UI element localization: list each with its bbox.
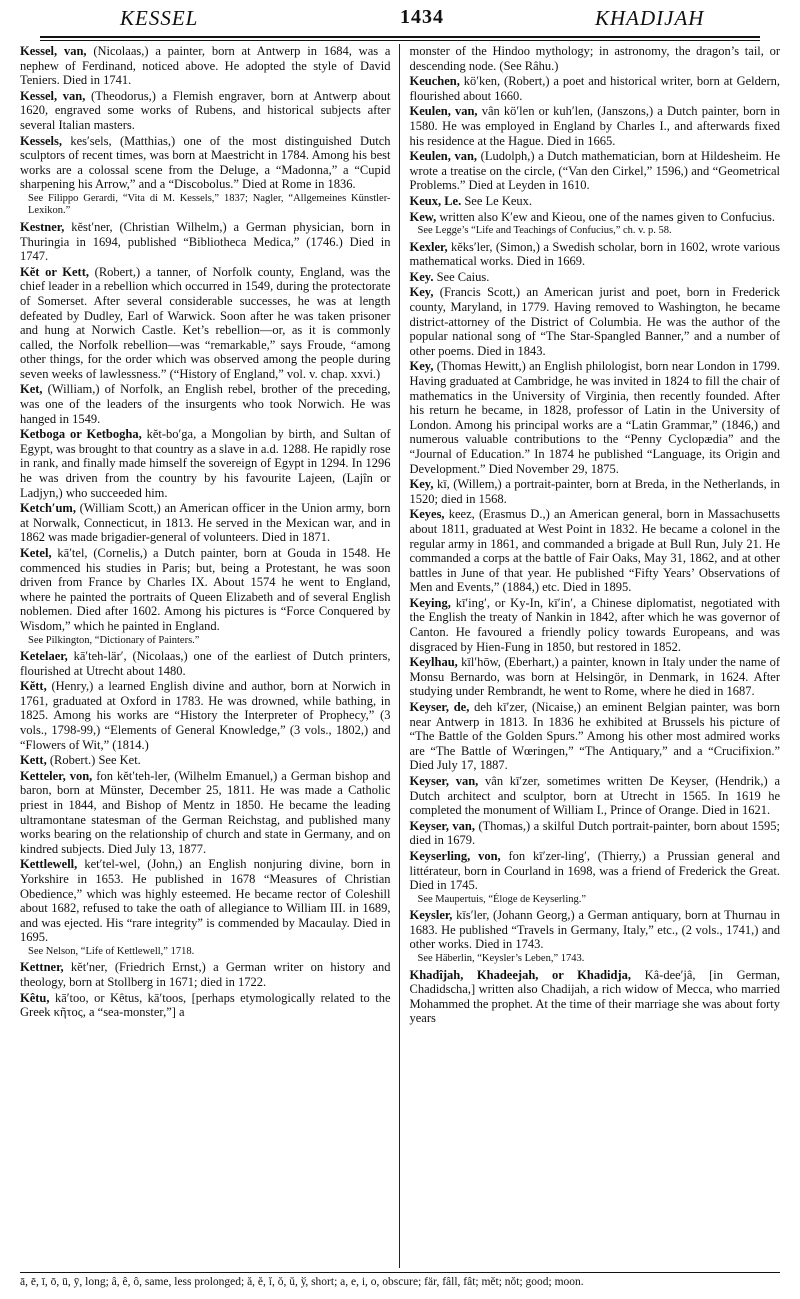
entry-headword: Ket, [20,382,43,397]
dictionary-entry [20,220,391,264]
dictionary-entry [20,546,391,634]
entry-text: deh kī′zer, (Nicaise,) an eminent Belgian painter, was born near Antwerp in 1813. In 1836 he exhibited at Brussels his picture of “The Battle of the Golden Spurs.” Among his other most admired works are “The Battle of Wœringen,” “The Antiquary,” and a “Crucifixion.” Died July 17, 1887. [409,700,780,773]
left-column [20,44,400,1268]
dictionary-entry [410,74,781,103]
entry-headword: Keulen, van, [409,104,478,119]
entry-headword: Keying, [409,595,451,610]
entry-headword: Ketboga or Ketbogha, [20,427,142,442]
entry-text: ket′tel-wel, (John,) an English nonjuring divine, born in Yorkshire in 1653. He published in 1678 “Measures of Christian Obedience,” which was highly esteemed. He became rector of Coleshill about 1682, refused to take the oath of allegiance to William III. in 1689, and was ejected. His “rare integrity” is commended by Macaulay. Died in 1695. [20,857,391,945]
dictionary-entry [410,849,781,893]
entry-headword: Ketelaer, [20,649,68,664]
entry-text: kīs′ler, (Johann Georg,) a German antiquary, born at Thurnau in 1683. He published “Travels in Germany, Italy,” etc., (2 vols., 1741,) and other works. Died in 1743. [409,908,780,952]
dictionary-entry [410,655,781,699]
entry-text: fon kī′zer-ling′, (Thierry,) a Prussian general and littérateur, born in Courland in 1698, was a friend of Frederick the Great. Died in 1745. [409,848,780,893]
entry-headword: Kessel, van, [20,88,86,103]
entry-text: fon kĕt′teh-ler, (Wilhelm Emanuel,) a German bishop and baron, born at Münster, December 25, 1811. He was made a Catholic priest in 1844, and Bishop of Mentz in 1850. He became the leading ultramontane statesman of the German Reichstag, and published many works bearing on the relationship of church and state in Germany, and on kindred subjects. Died July 13, 1877. [20,768,391,856]
entry-text: written also K′ew and Kieou, one of the names given to Confucius. [436,209,776,224]
entry-text: keez, (Erasmus D.,) an American general, born in Massachusetts about 1811, graduated at West Point in 1832. He became a colonel in the regular army in 1861, and commanded a brigade at Bull Run, July 21. He commanded a corps at the battle of Fair Oaks, May 31, 1862, and at other battles in June of that year. He published “Fifty Years’ Observations of Men and Events,” (1884,) etc. Died in 1895. [409,507,780,595]
entry-headword: Keyser, van, [409,818,476,833]
dictionary-entry [20,44,391,88]
entry-text: vân kö′len or kuh′len, (Janszons,) a Dutch painter, born in 1580. He was employed in England by Charles I., and afterwards fixed his residence at the Hague. Died in 1665. [409,104,780,148]
entry-text: kīl′hōw, (Eberhart,) a painter, known in Italy under the name of Monsu Bernardo, was born at Helsingör, in Denmark, in 1624. After studying under Rembrandt, he went to Rome, where he died in 1687. [409,655,780,699]
right-column [400,44,781,1268]
dictionary-entry [410,285,781,358]
entry-text: kö′ken, (Robert,) a poet and historical writer, born at Geldern, flourished about 1660. [409,74,780,103]
entry-text: (Nicolaas,) a painter, born at Antwerp in 1684, was a nephew of Ferdinand, noticed above. He adopted the style of David Teniers. Died in 1741. [20,44,391,88]
dictionary-entry [20,649,391,678]
entry-headword: Keyser, de, [409,700,470,715]
entry-text: kā′teh-lär′, (Nicolaas,) one of the earliest of Dutch printers, flourished at Utrecht about 1480. [20,649,391,678]
entry-text: kĕt′ner, (Friedrich Ernst,) a German writer on history and theology, born at Stollberg in 1671; died in 1722. [20,960,391,990]
dictionary-entry [20,960,391,989]
entry-headword: Kett, [20,753,47,768]
dictionary-entry [410,149,781,193]
page-number: 1434 [400,6,444,28]
entry-text: (Theodorus,) a Flemish engraver, born at Antwerp about 1620, engraved some works of Rubens, and historical subjects after several Italian masters. [20,88,391,132]
dictionary-entry [410,819,781,848]
entry-headword: Kew, [409,209,437,224]
header-rule-thin [40,40,760,41]
entry-headword: Kettlewell, [20,857,78,872]
entry-headword: Key, [409,285,434,300]
entry-text: kī, (Willem,) a portrait-painter, born at Breda, in the Netherlands, in 1520; died in 1568. [409,477,780,506]
entry-text: (Robert,) a tanner, of Norfolk county, England, was the chief leader in a rebellion which occurred in 1549, during the protectorate of Somerset. After several considerable successes, he was at length defeated by Dudley, Earl of Warwick. Soon after he was taken prisoner and hung at Norwich Castle. Ket’s rebellion—or, as it is commonly called, the Norfolk rebellion—was “remarkable,” says Froude, “among other things, for the order which was observed among the people during seven weeks of lawlessness.” (“History of England,” vol. v. chap. xxvi.) [20,264,391,381]
dictionary-entry [410,104,781,148]
entry-headword: Kĕt or Kett, [20,264,90,279]
dictionary-entry [410,240,781,269]
entry-headword: Kĕtt, [20,679,47,694]
entry-headword: Khadîjah, Khadeejah, or Khadidja, [409,967,631,982]
entry-reference: See Maupertuis, “Éloge de Keyserling.” [417,893,587,905]
text-columns [20,44,780,1268]
entry-headword: Key, [409,477,434,492]
dictionary-entry [20,769,391,857]
dictionary-entry [20,679,391,752]
entry-text: (Ludolph,) a Dutch mathematician, born at Hildesheim. He wrote a treatise on the circle, (“Van den Cirkel,” 1596,) and “Geometrical Problems.” Died at Leyden in 1610. [409,149,780,193]
entry-text: See Le Keux. [461,193,533,208]
entry-text: kĕks′ler, (Simon,) a Swedish scholar, born in 1602, wrote various mathematical works. Died in 1669. [409,239,780,269]
dictionary-entry [410,596,781,654]
dictionary-entry [410,507,781,595]
entry-text: Kâ-dee′jâ, [in German, Chadidscha,] written also Chadijah, a rich widow of Mecca, who married Mohammed the prophet. At the time of their marriage she was about forty years [409,967,780,1026]
entry-headword: Kestner, [20,219,65,234]
entry-reference: See Häberlin, “Keysler’s Leben,” 1743. [417,953,585,965]
dictionary-entry [410,359,781,476]
entry-text: vân kī′zer, sometimes written De Keyser, (Hendrik,) a Dutch architect and sculptor, born at Utrecht in 1565. In 1619 he completed the monument of William I., Prince of Orange. Died in 1621. [409,774,780,818]
entry-text: See Caius. [433,269,490,284]
entry-headword: Kessels, [20,133,63,148]
pronunciation-key-footer: ā, ē, ī, ō, ū, ȳ, long; â, ê, ô, same, less prolonged; ă, ĕ, ĭ, ŏ, ŭ, ў, short; a, e, i, o, obscure; fär, fâll, fât; mĕt; nŏt; good; moon. [20,1272,780,1288]
entry-reference: See Nelson, “Life of Kettlewell,” 1718. [28,945,195,957]
entry-reference: See Legge’s “Life and Teachings of Confucius,” ch. v. p. 58. [417,225,672,237]
dictionary-entry [410,700,781,773]
dictionary-entry [410,774,781,818]
entry-text: (Thomas Hewitt,) an English philologist, born near London in 1799. Having graduated at Cambridge, he was invited in 1824 to fill the chair of mathematics in the University of Virginia, then recently founded. After his return he became, in 1828, professor of Latin in the University of London. Among his principal works are a “Latin Grammar,” (1846,) and numerous valuable contributions to the “Penny Cyclopædia” and the “Journal of Education.” In 1874 he published “Language, its Origin and Development.” Died November 29, 1875. [409,359,780,476]
entry-text: (William Scott,) an American officer in the Union army, born at Norwalk, Connecticut, in 1813. He served in the Mexican war, and in 1862 was made brigadier-general of volunteers. Died in 1871. [20,501,391,545]
dictionary-entry [410,194,781,209]
dictionary-entry [410,477,781,506]
entry-headword: Keuchen, [409,74,460,89]
dictionary-entry [20,265,391,382]
entry-headword: Keyser, van, [409,774,479,788]
entry-text: kā′tel, (Cornelis,) a Dutch painter, born at Gouda in 1548. He commenced his studies in Paris; but, being a Protestant, he was soon driven from France by Charles IX. About 1574 he went to England, where he painted the portraits of Queen Elizabeth and of several English noblemen. Died after 1602. Among his pictures is “Force Conquered by Wisdom,” which he painted in England. [20,546,391,633]
entry-text: kā′too, or Kêtus, kā′toos, [perhaps etymologically related to the Greek κῆτος, a “sea-monster,”] a [20,990,391,1020]
entry-reference: See Filippo Gerardi, “Vita di M. Kessels,” 1837; Nagler, “Allgemeines Künstler-Lexikon.” [28,192,391,217]
dictionary-entry [20,134,391,192]
entry-headword: Ketch′um, [20,501,76,516]
dictionary-entry [20,89,391,133]
dictionary-entry [20,382,391,426]
entry-text: kĕt-bo′ga, a Mongolian by birth, and Sultan of Egypt, was brought to that country as a slave in a.d. 1288. He rapidly rose in rank, and finally made himself the sovereign of Egypt in 1294. In 1296 he was driven from the country by his favourite Lajeen, (Lajîn or Ladjyn,) who succeeded him. [20,427,391,500]
dictionary-entry [410,210,781,225]
entry-headword: Keyserling, von, [409,848,501,863]
entry-text: kĕst′ner, (Christian Wilhelm,) a German physician, born in Thuringia in 1694, published “Bibliotheca Medica,” (1746.) Died in 1747. [20,219,391,264]
entry-headword: Keyes, [409,507,445,522]
dictionary-entry [20,991,391,1020]
entry-headword: Key. [409,269,434,284]
entry-text: (Francis Scott,) an American jurist and poet, born in Frederick county, Maryland, in 1779. Having removed to Washington, he became district-attorney of the District of Columbia. He was the author of the popular national song of “The Star-Spangled Banner,” and a number of other poems. Died in 1843. [409,285,780,358]
entry-headword: Key, [409,359,434,374]
dictionary-entry [410,968,781,1026]
entry-headword: Kêtu, [20,990,50,1005]
entry-headword: Kexler, [409,239,448,254]
running-head-right: KHADIJAH [595,6,705,30]
dictionary-entry [20,753,391,768]
entry-headword: Ketel, [20,546,52,560]
entry-headword: Keysler, [409,908,453,923]
entry-reference: See Pilkington, “Dictionary of Painters.” [28,634,200,646]
dictionary-entry [410,908,781,952]
page-header [20,0,780,44]
entry-headword: Keylhau, [409,655,458,670]
dictionary-entry [20,501,391,545]
entry-text: (Robert.) See Ket. [46,753,141,768]
entry-headword: Keulen, van, [409,149,478,164]
dictionary-entry [410,270,781,285]
running-head-left: KESSEL [120,6,199,30]
entry-text: monster of the Hindoo mythology; in astronomy, the dragon’s tail, or descending node. (See Râhu.) [409,44,780,73]
header-rule [40,36,760,38]
entry-headword: Kettner, [20,960,64,975]
dictionary-entry [410,44,781,73]
dictionary-entry [20,857,391,945]
entry-headword: Ketteler, von, [20,768,93,783]
entry-text: kes′sels, (Matthias,) one of the most distinguished Dutch sculptors of recent times, was born at Maestricht in 1784. Among his best works are a colossal scene from the Deluge, a “Madonna,” a “Cupid sharpening his Arrow,” and a “Discobolus.” Died at Rome in 1836. [20,133,391,192]
dictionary-entry [20,427,391,500]
entry-text: (Henry,) a learned English divine and author, born at Norwich in 1761, graduated at Oxford in 1783. He was drowned, while bathing, in 1825. Among his works are “History the Interpreter of Prophecy,” (3 vols., 1798-99,) “Elements of General Knowledge,” (3 vols., 1802,) and “Flowers of Wit,” (1814.) [20,679,391,752]
entry-headword: Keux, Le. [409,193,462,208]
entry-text: (Thomas,) a skilful Dutch portrait-painter, born about 1595; died in 1679. [409,818,780,848]
entry-text: kī′ing′, or Ky-In, kī′in′, a Chinese diplomatist, negotiated with the English the treaty of Nankin in 1842, after which he was governor of Canton. He favoured a friendly policy towards Europeans, and was disgraced by Hien-Fung in 1850, but restored in 1852. [409,595,780,654]
entry-headword: Kessel, van, [20,44,87,58]
entry-text: (William,) of Norfolk, an English rebel, brother of the preceding, was one of the leaders of the insurgents who took Norwich. He was hanged in 1549. [20,382,391,426]
